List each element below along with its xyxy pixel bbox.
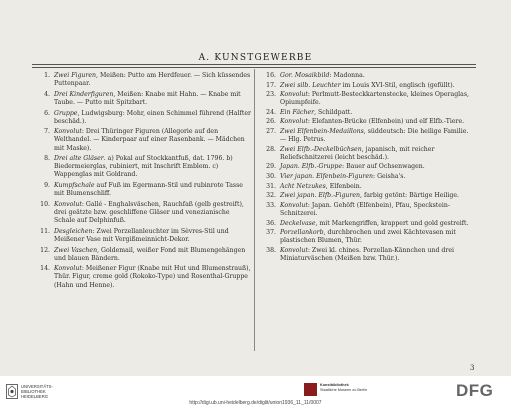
entry-description: , durchbrochen und zwei Kächtevasen mit plastischen Blumen, Thür. [280,229,456,245]
catalog-entry [32,201,252,225]
entry-description: . a) Pokal auf Stockkantfuß, dat. 1796. b) Biedermeierglas, rubiniert, mit Inschrift Emblem. c) Wappenglas mit Goldrand. [54,155,233,179]
entry-number: 26. [266,118,276,126]
entry-description: , mit Markengriffen, krappert und gold gestreift. [315,219,469,227]
dfg-logo: DFG [456,381,494,400]
entry-number: 29. [266,163,276,171]
catalog-entry [258,118,476,126]
entry-title: Vier japan. Elfenbein-Figuren [280,173,374,181]
entry-number: 4. [44,90,50,98]
entry-description: , süddeutsch: Die heilige Familie. — Hlg. Petrus. [280,128,469,144]
catalog-entry [258,82,476,90]
catalog-entry [258,220,476,228]
entry-number: 24. [266,108,276,116]
catalog-entry [258,146,476,162]
entry-title: Ein Fächer [280,108,315,116]
entry-title: Zwei Figuren [54,72,97,79]
entry-number: 23. [266,91,276,99]
entry-number: 16. [266,72,276,79]
entry-number: 8. [44,155,50,163]
entry-title: Konvolut [280,201,308,209]
entry-number: 12. [40,246,50,254]
entry-title: Acht Netzukes [280,182,326,190]
heading-rule-top [32,64,476,65]
entry-description: : Madonna. [329,72,365,79]
heading-rule-bottom [32,67,476,68]
catalog-entry [258,183,476,191]
entry-description: : Elefanten-Brücke (Elfenbein) und elf Elfb.-Tiere. [307,118,465,126]
entry-description: : Japan. Gehöft (Elfenbein), Pfau, Speckstein-Schnitzerei. [280,201,450,217]
entry-description: im Louis XVI-Stil, englisch (gefüllt). [340,81,455,89]
entry-description: , Meißen: Putto am Herdfeuer. — Sich küssendes Puttenpaar. [54,72,251,88]
entry-title: Konvolut [280,246,308,254]
entry-description: : Perlmutt-Besteckkartenstecke, kleines Operaglas, Opiumpfeife. [280,91,469,107]
right-column [258,72,476,264]
entry-description: , Schildpatt. [314,108,353,116]
catalog-entry [258,72,476,80]
entry-description: , Elfenbein. [325,182,362,190]
entry-number: 9. [44,182,50,190]
entry-title: Zwei Elfb.-Deckelbüchsen [280,145,362,153]
catalog-entry [258,247,476,263]
footer-bar [0,376,511,410]
entry-description: : Zwei Porzellanleuchter im Sèvres-Stil und Meißener Vase mit Vergißmeinnicht-Dekor. [54,227,229,243]
entry-title: Deckelvase [280,219,316,227]
entry-title: Zwei Elfenbein-Medaillons [280,128,364,136]
catalog-entry [32,72,252,88]
entry-title: Drei Kinderfiguren [54,90,114,98]
page-number: 3 [470,364,475,372]
entry-number: 7. [44,128,50,136]
entry-description: : Meißener Figur (Knabe mit Hut und Blumenstrauß), Thür. Figur, creme gold (Rokoko-Type) und Rosenthal-Gruppe (Hahn und Henne). [54,265,251,289]
catalog-entry [32,110,252,126]
catalog-entry [32,182,252,198]
catalog-entry [32,247,252,263]
entry-description: : Zwei kl. chines. Porzellan-Kännchen und drei Miniaturväschen (Meißen bzw. Thür.). [280,246,454,262]
entry-description: : Geisha's. [373,173,406,181]
kunstbibliothek-label: Kunstbibliothek Staatliche Museen zu Berlin [320,383,368,392]
entry-number: 38. [266,246,276,254]
entry-description: : Bauer auf Ochsenwagen. [342,163,425,171]
entry-number: 1. [44,72,50,79]
entry-title: Gor. Mosaikbild [280,72,330,79]
entry-title: Konvolut [54,128,82,136]
catalog-entry [258,163,476,171]
entry-number: 6. [44,109,50,117]
entry-title: Kumpfschale [54,182,95,190]
source-url-link[interactable]: http://digi.ub.uni-heidelberg.de/diglit/union1936_11_11/0007 [189,400,322,406]
catalog-entry [32,155,252,179]
entry-title: Konvolut [54,265,82,273]
column-divider [254,69,255,351]
entry-number: 11. [40,227,50,235]
entry-number: 14. [40,265,50,273]
university-seal-icon [6,384,18,399]
catalog-entry [258,109,476,117]
entry-description: , japanisch, mit reicher Reliefschnitzerei (leicht beschäd.). [280,145,435,161]
entry-title: Zwei Vaschen [54,246,98,254]
catalog-entry [258,202,476,218]
catalog-entry [258,192,476,200]
entry-title: Zwei japan. Elfb.-Figuren [280,192,361,200]
catalog-entry [32,228,252,244]
entry-number: 17. [266,81,276,89]
entry-description: , farbig getönt: Bärtige Heilige. [360,192,459,200]
entry-description: , Meißen: Knabe mit Hahn. — Knabe mit Taube. — Putto mit Spitzbart. [54,90,241,106]
entry-title: Zwei silb. Leuchter [280,81,341,89]
entry-number: 31. [266,182,276,190]
entry-title: Gruppe [54,109,78,117]
entry-number: 36. [266,219,276,227]
catalog-entry [258,91,476,107]
kunstbibliothek-logo-icon [304,383,317,396]
entry-number: 28. [266,145,276,153]
left-column [32,72,252,292]
entry-title: Konvolut [280,91,308,99]
university-library-label: UNIVERSITÄTS- BIBLIOTHEK HEIDELBERG [21,384,53,399]
entry-title: Drei alte Gläser [54,155,104,163]
section-heading: A. KUNSTGEWERBE [198,53,313,63]
entry-description: , Goldemail, weißer Fond mit Blumengehängen und blauen Bändern. [54,246,246,262]
catalog-entry [32,265,252,289]
entry-title: Konvolut [280,118,308,126]
entry-title: Japan. Elfb.-Gruppe [280,163,343,171]
entry-number: 37. [266,229,276,237]
catalog-entry [32,128,252,152]
entry-number: 30. [266,173,276,181]
entry-description: : Gallé - Enghalsväschen, Rauchfaß (gelb gestreift), drei geätzte bzw. geschliffene Gläser und venezianische Schale auf Delphinfuß. [54,200,244,225]
entry-title: Konvolut [54,200,82,208]
catalog-entry [258,128,476,144]
entry-title: Desgleichen [54,227,93,235]
entry-description: auf Fuß im Egermann-Stil und rubinrote Tasse mit Blumenschliff. [54,182,243,198]
entry-title: Porzellankorb [280,229,324,237]
entry-description: : Drei Thüringer Figuren (Allegorie auf den Welthandel. — Kinderpaar auf einer Rasenbank. — Mädchen mit Maske). [54,128,245,152]
catalog-entry [32,91,252,107]
entry-description: , Ludwigsburg: Mohr, einen Schimmel führend (Halfter beschäd.). [54,109,251,125]
catalog-entry [258,229,476,245]
entry-number: 32. [266,192,276,200]
entry-number: 33. [266,201,276,209]
entry-number: 10. [40,200,50,208]
catalog-entry [258,173,476,181]
entry-number: 27. [266,128,276,136]
